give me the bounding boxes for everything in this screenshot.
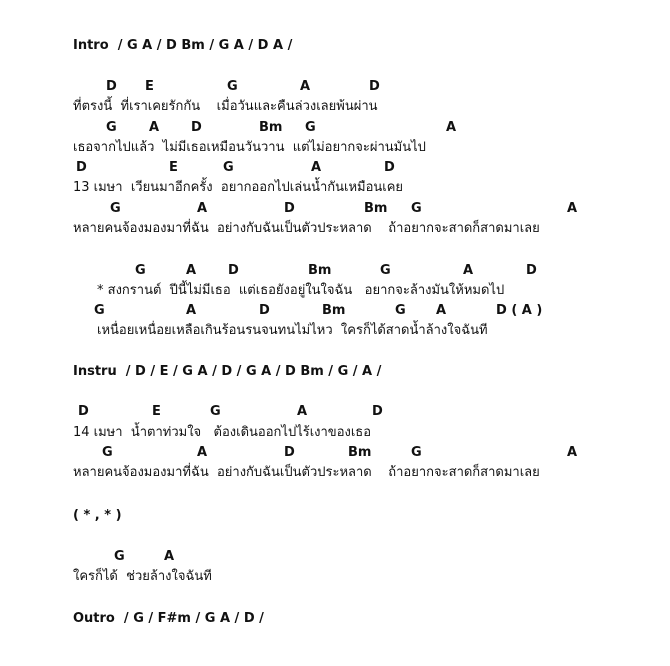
chord: D bbox=[228, 263, 239, 278]
chord: D bbox=[372, 404, 383, 419]
chord: A bbox=[567, 445, 578, 460]
chord: G bbox=[411, 201, 422, 216]
chord: D bbox=[191, 120, 202, 135]
verse2-chord-row-1 bbox=[0, 404, 670, 420]
chord: G bbox=[110, 201, 121, 216]
chord: Bm bbox=[348, 445, 372, 460]
chord: A bbox=[567, 201, 578, 216]
verse2-lyric-2: หลายคนจ้องมองมาที่ฉัน อย่างกับฉันเป็นตัวประหลาด ถ้าอยากจะสาดก็สาดมาเลย bbox=[73, 465, 540, 480]
verse2-lyric-1: 14 เมษา น้ำตาท่วมใจ ต้องเดินออกไปไร้เงาของเธอ bbox=[73, 425, 372, 440]
repeat-marker: ( * , * ) bbox=[73, 508, 122, 523]
chord: D bbox=[384, 160, 395, 175]
chord: G bbox=[94, 303, 105, 318]
chord: A bbox=[186, 303, 197, 318]
verse1-chord-row-2 bbox=[0, 120, 670, 136]
chord: A bbox=[463, 263, 474, 278]
chorus-lyric-1: * สงกรานต์ ปีนี้ไม่มีเธอ แต่เธอยังอยู่ในใจฉัน อยากจะล้างมันให้หมดไป bbox=[97, 283, 505, 298]
chord: D bbox=[284, 445, 295, 460]
chord: A bbox=[311, 160, 322, 175]
chord: A bbox=[164, 549, 175, 564]
chord: G bbox=[210, 404, 221, 419]
chord: D bbox=[526, 263, 537, 278]
chorus-chord-row-2 bbox=[0, 303, 670, 319]
chord: A bbox=[149, 120, 160, 135]
chord: A bbox=[297, 404, 308, 419]
chord: A bbox=[300, 79, 311, 94]
chord: D bbox=[369, 79, 380, 94]
chord: G bbox=[380, 263, 391, 278]
chord: G bbox=[114, 549, 125, 564]
verse1-lyric-3: 13 เมษา เวียนมาอีกครั้ง อยากออกไปเล่นน้ำกันเหมือนเคย bbox=[73, 180, 404, 195]
chord: D bbox=[78, 404, 89, 419]
verse1-chord-row-3 bbox=[0, 160, 670, 176]
intro-line: Intro / G A / D Bm / G A / D A / bbox=[73, 38, 293, 53]
chord: G bbox=[223, 160, 234, 175]
chord: D bbox=[284, 201, 295, 216]
chord: G bbox=[135, 263, 146, 278]
chord: E bbox=[145, 79, 154, 94]
verse1-chord-row-4 bbox=[0, 201, 670, 217]
chord: A bbox=[436, 303, 447, 318]
verse1-lyric-1: ที่ตรงนี้ ที่เราเคยรักกัน เมื่อวันและคืนล่วงเลยพ้นผ่าน bbox=[73, 99, 378, 114]
chord: G bbox=[395, 303, 406, 318]
outro-line: Outro / G / F#m / G A / D / bbox=[73, 611, 264, 626]
verse1-lyric-2: เธอจากไปแล้ว ไม่มีเธอเหมือนวันวาน แต่ไม่อยากจะผ่านมันไป bbox=[73, 140, 426, 155]
chord: D bbox=[76, 160, 87, 175]
chord: E bbox=[169, 160, 178, 175]
chord: G bbox=[102, 445, 113, 460]
instru-line: Instru / D / E / G A / D / G A / D Bm / G / A / bbox=[73, 364, 382, 379]
ending-chord-row bbox=[0, 549, 670, 565]
chord: D bbox=[259, 303, 270, 318]
chord: A bbox=[186, 263, 197, 278]
chord: E bbox=[152, 404, 161, 419]
chord: G bbox=[227, 79, 238, 94]
chord: G bbox=[411, 445, 422, 460]
chord: Bm bbox=[308, 263, 332, 278]
verse2-chord-row-2 bbox=[0, 445, 670, 461]
chord: G bbox=[305, 120, 316, 135]
chorus-lyric-2: เหนื่อยเหนื่อยเหลือเกินร้อนรนจนทนไม่ไหว ใครก็ได้สาดน้ำล้างใจฉันที bbox=[97, 323, 488, 338]
chord: A bbox=[197, 201, 208, 216]
chord: G bbox=[106, 120, 117, 135]
chord: D bbox=[106, 79, 117, 94]
verse1-lyric-4: หลายคนจ้องมองมาที่ฉัน อย่างกับฉันเป็นตัวประหลาด ถ้าอยากจะสาดก็สาดมาเลย bbox=[73, 221, 540, 236]
chord: Bm bbox=[259, 120, 283, 135]
chorus-chord-row-1 bbox=[0, 263, 670, 279]
chord: A bbox=[197, 445, 208, 460]
chord: Bm bbox=[322, 303, 346, 318]
verse1-chord-row-1 bbox=[0, 79, 670, 95]
chord: Bm bbox=[364, 201, 388, 216]
ending-lyric: ใครก็ได้ ช่วยล้างใจฉันที bbox=[73, 569, 212, 584]
chord: A bbox=[446, 120, 457, 135]
chord: D ( A ) bbox=[496, 303, 543, 318]
